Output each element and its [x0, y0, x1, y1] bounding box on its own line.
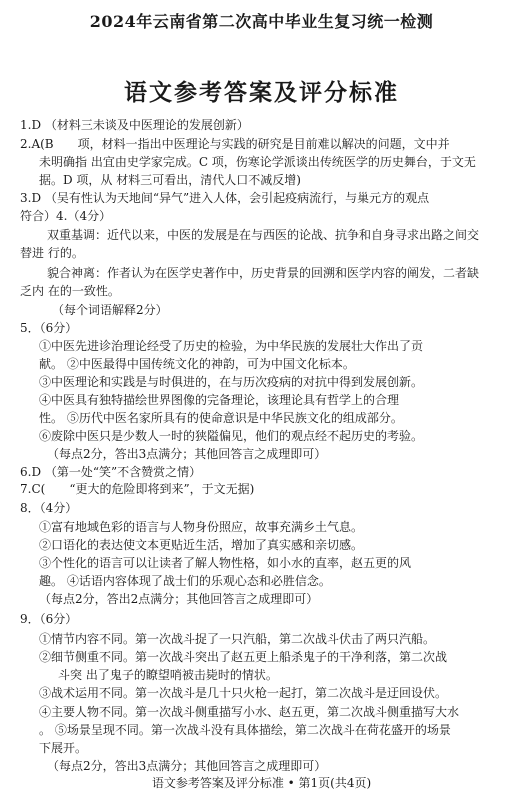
answer-4-point-1-cont: 替进 行的。: [20, 246, 84, 260]
answer-9-point-5: 。 ⑤场景呈现不同。第一次战斗没有具体描绘，第二次战斗在荷花盛开的场景: [39, 723, 451, 737]
answer-8-point-4: 趣。 ④话语内容体现了战士们的乐观心态和必胜信念。: [39, 574, 331, 588]
answer-9-point-2: ②细节侧重不同。第一次战斗突出了赵五更上船杀鬼子的干净利落，第二次战: [39, 650, 448, 664]
answer-1: 1.D （材料三未谈及中医理论的发展创新）: [20, 118, 249, 132]
answer-7: 7.C( “更大的危险即将到来”，于文无据): [20, 482, 255, 496]
answer-8-point-1: ①富有地域色彩的语言与人物身份照应，故事充满乡土气息。: [39, 520, 364, 534]
answer-5-point-5: 性。 ⑤历代中医名家所具有的使命意识是中华民族文化的组成部分。: [39, 411, 403, 425]
answer-8-heading: 8．（4分）: [20, 501, 78, 515]
answer-5-point-3: ③中医理论和实践是与时俱进的，在与历次疫病的对抗中得到发展创新。: [39, 375, 424, 389]
answer-4-point-2: 貌合神离：作者认为在医学史著作中，历史背景的回溯和医学内容的阐发，二者缺: [47, 266, 480, 280]
answer-2-line-2: 未明确指 出宜由史学家完成。C 项，伤寒论学派谈出传统医学的历史舞台，于文无: [39, 155, 476, 169]
answer-5-point-4: ④中医具有独特描绘世界图像的完备理论，该理论具有哲学上的合理: [39, 393, 400, 407]
answer-9-heading: 9．（6分）: [20, 612, 78, 626]
page-footer: 语文参考答案及评分标准 • 第1页(共4页): [151, 776, 372, 790]
answer-9-point-1: ①情节内容不同。第一次战斗捉了一只汽船，第二次战斗伏击了两只汽船。: [39, 632, 436, 646]
answer-9-point-2-cont: 斗突 出了鬼子的瞭望哨被击毙时的情状。: [58, 668, 278, 682]
answer-5-scoring: （每点2分，答出3点满分；其他回答言之成理即可）: [47, 447, 327, 461]
answer-9-point-3: ③战术运用不同。第一次战斗是几十只火枪一起打，第二次战斗是迂回设伏。: [39, 686, 448, 700]
answer-9-scoring: （每点2分，答出3点满分；其他回答言之成理即可）: [47, 759, 327, 773]
answer-4-scoring: （每个词语解释2分）: [52, 303, 168, 317]
answer-8-point-2: ②口语化的表达使文本更贴近生活，增加了真实感和亲切感。: [39, 538, 364, 552]
answer-5-heading: 5．（6分）: [20, 321, 78, 335]
answer-5-point-6: ⑥废除中医只是少数人一时的狭隘偏见，他们的观点经不起历史的考验。: [39, 429, 424, 443]
answer-8-scoring: （每点2分，答出2点满分；其他回答言之成理即可）: [39, 592, 319, 606]
answer-3-line-1: 3.D （吴有性认为天地间“异气”进入人体，会引起疫病流行，与巢元方的观点: [20, 191, 430, 205]
answer-4-point-2-cont: 乏内 在的一致性。: [20, 284, 120, 298]
answer-3-4-line: 符合）4.（4分）: [20, 209, 112, 223]
answer-5-point-1: ①中医先进诊治理论经受了历史的检验，为中华民族的发展壮大作出了贡: [39, 339, 424, 353]
exam-title: 2024年云南省第二次高中毕业生复习统一检测: [89, 12, 434, 31]
answer-5-point-2: 献。 ②中医最得中国传统文化的神韵，可为中国文化标本。: [39, 357, 355, 371]
answer-4-point-1: 双重基调：近代以来，中医的发展是在与西医的论战、抗争和自身寻求出路之间交: [47, 228, 480, 242]
answer-6: 6.D （第一处“笑”不含赞赏之情）: [20, 465, 202, 479]
answer-8-point-3: ③个性化的语言可以让读者了解人物性格，如小水的直率，赵五更的风: [39, 556, 412, 570]
answer-9-point-4: ④主要人物不同。第一次战斗侧重描写小水、赵五更，第二次战斗侧重描写大水: [39, 705, 460, 719]
answer-2-line-1: 2.A(B 项，材料一指出中医理论与实践的研究是目前难以解决的问题，文中并: [20, 137, 450, 151]
document-subtitle: 语文参考答案及评分标准: [124, 79, 399, 106]
answer-2-line-3: 据。D 项，从 材料三可看出，清代人口不减反增): [39, 173, 301, 187]
answer-9-point-5-cont: 下展开。: [39, 741, 88, 755]
